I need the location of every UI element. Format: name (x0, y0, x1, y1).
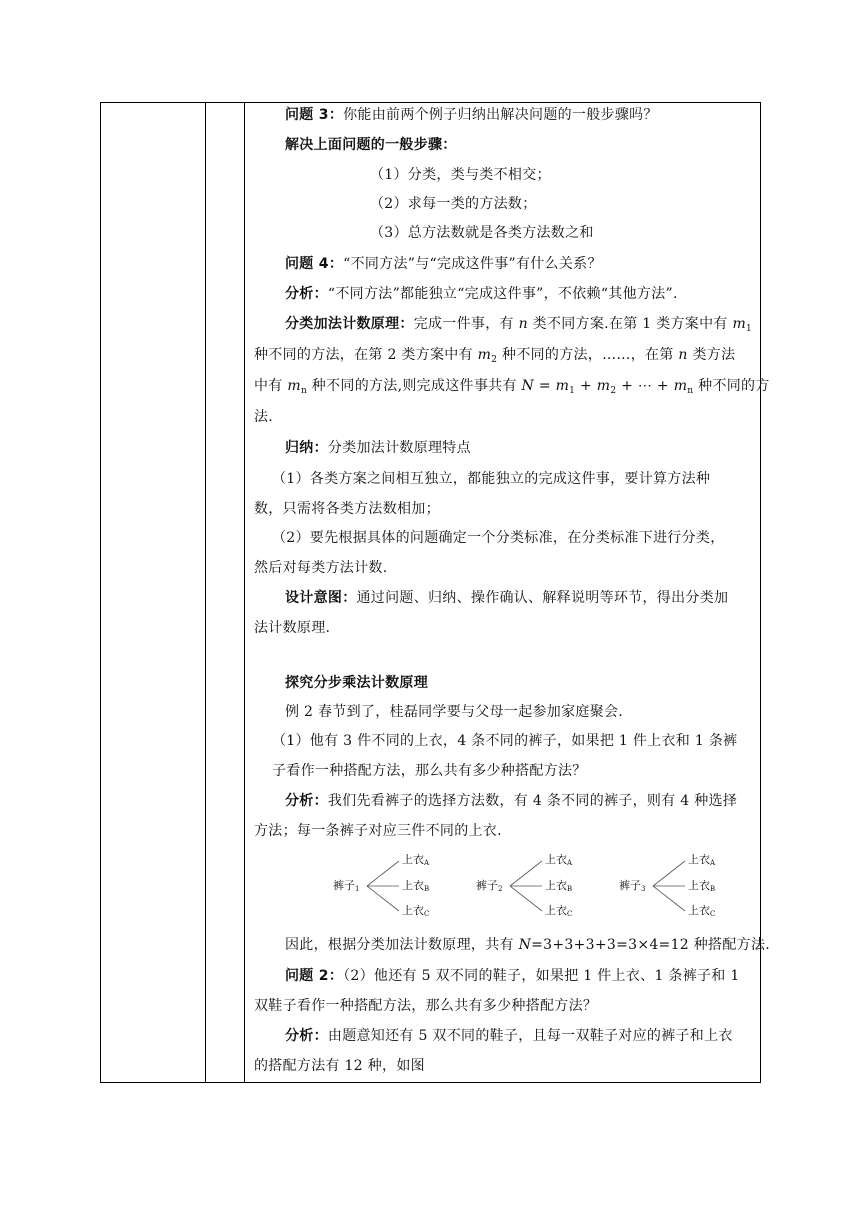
question-2-text: （2）他还有 5 双不同的鞋子，如果把 1 件上衣、1 条裤子和 1 (343, 968, 740, 984)
analysis-3b: 的搭配方法有 12 种，如图 (254, 1058, 425, 1074)
section-heading-text: 探究分步乘法计数原理 (285, 675, 428, 691)
sub-1: 1 (746, 324, 753, 334)
question-4-text: “不同方法”与“完成这件事”有什么关系？ (343, 256, 602, 272)
column-divider-2 (244, 103, 245, 1082)
principle-line-3 (254, 376, 770, 401)
tree-diagram-3 (619, 852, 724, 922)
step-2: （2）求每一类的方法数； (370, 196, 537, 212)
analysis-1 (254, 284, 754, 304)
therefore-text-b: =3+3+3+3=3×4=12 种搭配方法. (531, 937, 770, 953)
principle-text-h: 种不同的方 (693, 378, 770, 394)
tree-1-leaf-b: 上衣$_B$ (402, 879, 430, 893)
principle-text-a: 完成一件事，有 (413, 316, 519, 332)
summary-point-2a: （2）要先根据具体的问题确定一个分类标准，在分类标准下进行分类， (272, 530, 725, 546)
formula-m2: m (596, 378, 611, 394)
analysis-2 (254, 791, 754, 811)
steps-title (254, 135, 754, 155)
formula-m1: m (555, 378, 570, 394)
tree-2-leaf-b: 上衣$_B$ (545, 879, 573, 893)
analysis-2-text: 我们先看裤子的选择方法数，有 4 条不同的裤子，则有 4 种选择 (327, 793, 738, 809)
var-m1: m (732, 316, 747, 332)
tree-1-leaf-c: 上衣$_C$ (402, 904, 430, 918)
column-divider-1 (205, 103, 206, 1082)
example-2: 例 2 春节到了，桂磊同学要与父母一起参加家庭聚会. (285, 704, 624, 720)
principle-text-c: 种不同的方法，在第 2 类方案中有 (254, 347, 478, 363)
sub-2: 2 (491, 355, 498, 365)
principle-label: 分类加法计数原理： (285, 316, 414, 332)
therefore-line (254, 935, 770, 955)
steps-title-text: 解决上面问题的一般步骤： (285, 137, 457, 153)
summary-point-1a: （1）各类方案之间相互独立，都能独立的完成这件事，要计算方法种 (272, 471, 711, 487)
analysis-1-label: 分析： (285, 286, 328, 302)
question-3 (254, 105, 754, 125)
principle-text-e: 类方法 (687, 347, 736, 363)
formula-mn: m (673, 378, 688, 394)
formula-eq: = (534, 378, 556, 394)
question-4 (254, 254, 754, 274)
principle-text-f: 中有 (254, 378, 288, 394)
tree-1-leaf-a: 上衣$_A$ (402, 853, 430, 867)
question-3-text: 你能由前两个例子归纳出解决问题的一般步骤吗？ (343, 107, 658, 123)
summary-label: 归纳： (285, 440, 328, 456)
tree-3-leaf-c: 上衣$_C$ (688, 904, 716, 918)
var-mn: m (287, 378, 301, 394)
step-1: （1）分类，类与类不相交； (370, 167, 551, 183)
tree-3-leaf-b: 上衣$_B$ (688, 879, 716, 893)
section-heading (254, 673, 754, 693)
example-2-part-1b: 子看作一种搭配方法，那么共有多少种搭配方法？ (272, 763, 587, 779)
principle-text-b: 类不同方案.在第 1 类方案中有 (527, 316, 733, 332)
tree-2-root: 裤子$_2$ (476, 879, 503, 893)
question-2 (254, 966, 754, 986)
tree-3-leaf-a: 上衣$_A$ (688, 853, 716, 867)
design-intent-text: 通过问题、归纳、操作确认、解释说明等环节，得出分类加 (356, 590, 729, 606)
principle-text-g: 种不同的方法,则完成这件事共有 (307, 378, 522, 394)
analysis-3 (254, 1026, 754, 1046)
summary-point-2b: 然后对每类方法计数. (254, 560, 388, 576)
principle-line-2 (254, 345, 754, 370)
design-intent-2: 法计数原理. (254, 620, 331, 636)
therefore-text-a: 因此，根据分类加法计数原理，共有 (285, 937, 519, 953)
analysis-1-text: “不同方法”都能独立“完成这件事”，不依赖“其他方法”. (327, 286, 678, 302)
sub-n: n (300, 386, 308, 396)
analysis-3-text: 由题意知还有 5 双不同的鞋子，且每一双鞋子对应的裤子和上衣 (327, 1028, 733, 1044)
tree-2-leaf-a: 上衣$_A$ (545, 853, 573, 867)
formula-dots: + ⋯ + (616, 378, 674, 394)
analysis-3-label: 分析： (285, 1028, 328, 1044)
var-m2: m (477, 347, 492, 363)
summary-text: 分类加法计数原理特点 (327, 440, 471, 456)
therefore-N: N (518, 937, 532, 953)
principle-line-1 (254, 314, 754, 339)
formula-plus: + (575, 378, 597, 394)
formula-sub-1: 1 (569, 386, 576, 396)
formula-sub-2: 2 (610, 386, 617, 396)
principle-text-d: 种不同的方法，……，在第 (497, 347, 679, 363)
summary-point-1b: 数，只需将各类方法数相加； (254, 501, 440, 517)
tree-1-root: 裤子$_1$ (333, 879, 360, 893)
tree-3-root: 裤子$_3$ (619, 879, 646, 893)
principle-line-4: 法. (254, 409, 274, 425)
question-3-label: 问题 3： (285, 107, 344, 123)
step-3: （3）总方法数就是各类方法数之和 (370, 225, 594, 241)
tree-diagram-1 (333, 852, 438, 922)
tree-2-leaf-c: 上衣$_C$ (545, 904, 573, 918)
summary (254, 438, 754, 458)
formula-sub-n: n (687, 386, 694, 396)
design-intent (254, 588, 754, 608)
formula-N: N (521, 378, 535, 394)
tree-diagram-2 (476, 852, 581, 922)
var-n-2: n (678, 347, 688, 363)
analysis-2b: 方法；每一条裤子对应三件不同的上衣. (254, 823, 502, 839)
var-n: n (518, 316, 528, 332)
example-2-part-1a: （1）他有 3 件不同的上衣，4 条不同的裤子，如果把 1 件上衣和 1 条裤 (272, 733, 738, 749)
question-4-label: 问题 4： (285, 256, 344, 272)
question-2b: 双鞋子看作一种搭配方法，那么共有多少种搭配方法？ (254, 998, 598, 1014)
design-intent-label: 设计意图： (285, 590, 357, 606)
question-2-label: 问题 2： (285, 968, 344, 984)
analysis-2-label: 分析： (285, 793, 328, 809)
